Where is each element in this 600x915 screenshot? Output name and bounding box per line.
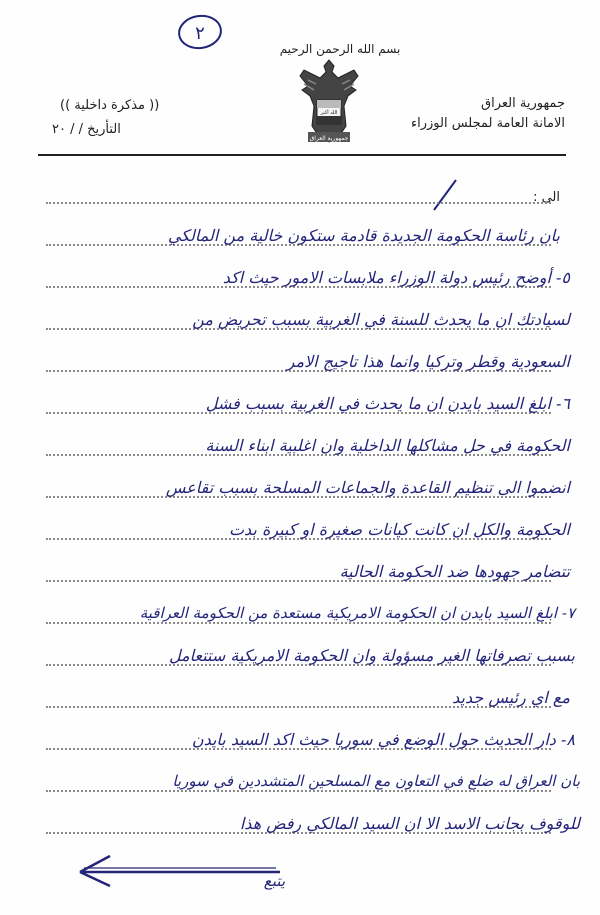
- handwritten-line: بان رئاسة الحكومة الجديدة قادمة ستكون خالية من المالكي: [167, 226, 560, 245]
- handwritten-line: مع اي رئيس جديد: [452, 688, 570, 707]
- pen-stroke-mark: [430, 178, 460, 212]
- memo-type: (( مذكرة داخلية )): [60, 98, 160, 113]
- continued-note: يتبع: [263, 872, 285, 890]
- handwritten-line: السعودية وقطر وتركيا وانما هذا تاجيج الامر: [286, 352, 570, 371]
- header-divider: [38, 154, 566, 156]
- handwritten-line: ٥- أوضح رئيس دولة الوزراء ملابسات الامور حيث اكد: [222, 268, 570, 287]
- handwritten-line: لسيادتك ان ما يحدث للسنة في الغربية بسبب تحريض من: [192, 310, 570, 329]
- handwritten-line: ٧- ابلغ السيد بايدن ان الحكومة الامريكية مستعدة من الحكومة العراقية: [139, 604, 575, 622]
- dotted-rule: [46, 622, 551, 624]
- handwritten-line: بان العراق له ضلع في التعاون مع المسلحين المتشددين في سوريا: [172, 772, 580, 790]
- handwritten-line: للوقوف بجانب الاسد الا ان السيد المالكي رفض هذا: [239, 814, 580, 833]
- handwritten-line: بسبب تصرفاتها الغير مسؤولة وان الحكومة الامريكية ستتعامل: [168, 646, 575, 665]
- iraq-eagle-emblem: [296, 56, 362, 150]
- handwritten-line: الحكومة والكل ان كانت كيانات صغيرة او كبيرة بدت: [228, 520, 570, 539]
- handwritten-line: ٨- دار الحديث حول الوضع في سوريا حيث اكد السيد بايدن: [191, 730, 575, 749]
- basmala: بسم الله الرحمن الرحيم: [279, 42, 401, 56]
- page-number: ٢: [195, 23, 205, 44]
- emblem-banner: جمهورية العراق: [309, 135, 349, 142]
- page-number-circle: [176, 12, 224, 52]
- handwritten-line: تتضامر جهودها ضد الحكومة الحالية: [339, 562, 570, 581]
- dotted-rule: [46, 202, 551, 204]
- emblem-label: الله أكبر: [320, 110, 338, 116]
- handwritten-line: الحكومة في حل مشاكلها الداخلية وان اغلبية ابناء السنة: [205, 436, 570, 455]
- handwritten-line: انضموا الى تنظيم القاعدة والجماعات المسلحة بسبب تقاعس: [165, 478, 570, 497]
- to-label: الى :: [533, 190, 560, 205]
- secretariat-name: الامانة العامة لمجلس الوزراء: [411, 116, 565, 131]
- dotted-rule: [46, 790, 551, 792]
- date-line: التأريخ / / ٢٠: [52, 122, 121, 137]
- republic-name: جمهورية العراق: [481, 96, 565, 111]
- handwritten-line: ٦- ابلغ السيد بايدن ان ما يحدث في الغربية بسبب فشل: [205, 394, 570, 413]
